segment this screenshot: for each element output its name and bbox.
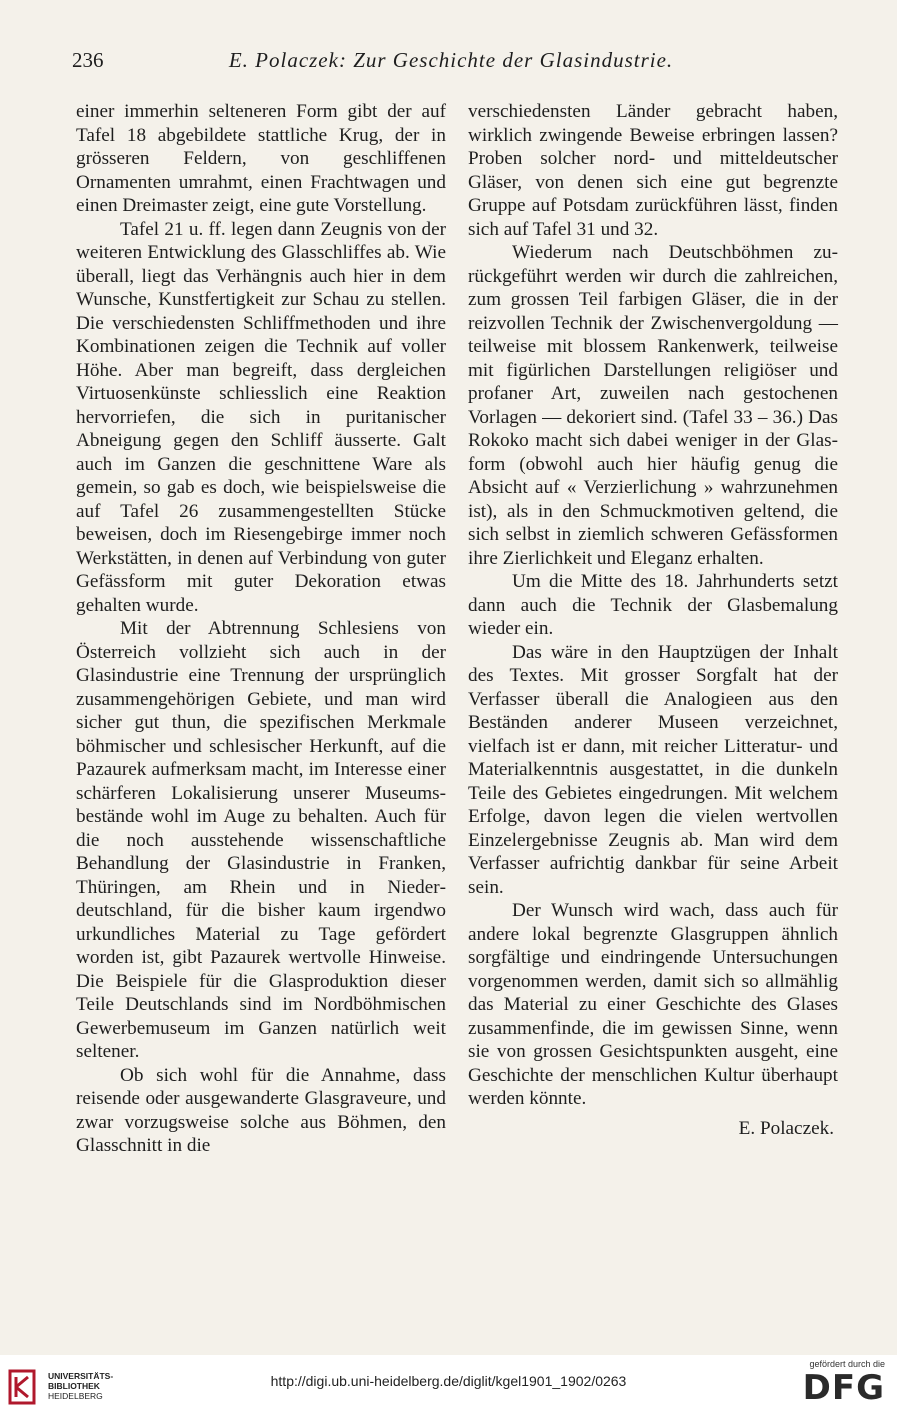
digitization-footer <box>0 1355 897 1420</box>
page-header <box>72 48 830 78</box>
paragraph: Ob sich wohl für die Annahme, dass reisende oder ausgewanderte Glasgraveure, und zwar vorzugsweise solche aus Böhmen, den Glasschnitt in die <box>76 1064 446 1156</box>
paragraph: Der Wunsch wird wach, dass auch für andere lokal begrenzte Glasgruppen ähnlich sorgfältige und eindringende Untersuchungen vorgenommen werden, damit sich so allmählig das Material zu einer Geschichte des Glases zusammenfinde, die im gewissen Sinne, wenn sie von grossen Gesichtspunkten ausgeht, eine Geschichte der menschlichen Kultur überhaupt werden könnte. <box>468 900 838 1109</box>
page-number: 236 <box>72 48 104 72</box>
right-column <box>468 100 838 1140</box>
left-column <box>76 100 446 1158</box>
paragraph: Das wäre in den Hauptzügen der Inhalt des Textes. Mit grosser Sorgfalt hat der Verfasser überall die Analogieen aus den Beständen anderer Museen verzeichnet, vielfach ist er dann, mit reicher Litteratur- und Materialkenntnis ausgestattet, in die dunkeln Teile des Gebietes eingedrungen. Mit welchem Erfolge, davon legen die vielen wertvollen Einzelergebnisse Zeugnis ab. Man wird dem Verfasser aufrichtig dankbar für seine Arbeit sein. <box>468 641 838 898</box>
paragraph: Mit der Abtrennung Schlesiens von Österreich vollzieht sich auch in der Glasindustrie eine Trennung der ursprünglich zusammengehörigen Gebiete, und man wird sicher gut thun, die spezifischen Merkmale böhmischer und schlesischer Herkunft, auf die Pazaurek aufmerksam macht, im Interesse einer schärferen Lokalisierung unserer Museumsbestände wohl im Auge zu behalten. Auch für die noch ausstehende wissenschaftliche Behandlung der Glasindustrie in Franken, Thüringen, am Rhein und in Niederdeutschland, für die bisher kaum irgendwo urkundliches Material zu Tage gefördert worden ist, gibt Pazaurek wertvolle Hinweise. Die Beispiele für die Glasproduktion dieser Teile Deutschlands sind im Nordböhmischen Gewerbemuseum im Ganzen natürlich weit seltener. <box>76 618 446 1062</box>
paragraph: einer immerhin selteneren Form gibt der auf Tafel 18 abgebildete stattliche Krug, der in grösseren Feldern, von geschliffenen Ornamenten umrahmt, einen Frachtwagen und einen Dreimaster zeigt, eine gute Vorstellung. <box>76 101 446 216</box>
funder-block <box>785 1359 885 1407</box>
author-signature: E. Polaczek. <box>738 1117 834 1139</box>
dfg-logo: DFG <box>802 1368 885 1408</box>
running-title: E. Polaczek: Zur Geschichte der Glasindustrie. <box>228 48 674 72</box>
permalink-url[interactable]: http://digi.ub.uni-heidelberg.de/diglit/kgel1901_1902/0263 <box>270 1373 627 1389</box>
paragraph: Tafel 21 u. ff. legen dann Zeugnis von der weiteren Entwicklung des Glasschliffes ab. Wie überall, liegt das Verhängnis auch hier in dem Wunsche, Kunstfertigkeit zur Schau zu stellen. Die verschiedensten Schliffmethoden und ihre Kombinationen zeigen die Technik auf voller Höhe. Aber man begreift, dass dergleichen Virtuosenkünste schliesslich eine Reaktion hervorriefen, die sich in puritanischer Abneigung gegen den Schliff äusserte. Galt auch im Ganzen die geschnittene Ware als gemein, so gab es doch, wie beispielsweise die auf Tafel 26 zusammengestellten Stücke beweisen, doch im Riesengebirge immer noch Werkstätten, in denen auf Verbindung von guter Gefässform mit guter Dekoration etwas gehalten wurde. <box>76 218 446 616</box>
paragraph: verschiedensten Länder gebracht haben, wirklich zwingende Beweise erbringen lassen? Proben solcher nord- und mitteldeutscher Gläser, von denen sich eine gut begrenzte Gruppe auf Potsdam zurückführen lässt, finden sich auf Tafel 31 und 32. <box>468 101 838 240</box>
funding-caption: gefördert durch die <box>809 1359 885 1369</box>
library-name: UNIVERSITÄTS- BIBLIOTHEK HEIDELBERG <box>48 1371 114 1401</box>
paragraph: Wiederum nach Deutschböhmen zurückgeführt werden wir durch die zahlreichen, zum grossen Teil farbigen Gläser, die in der reizvollen Technik der Zwischenvergoldung — teilweise mit blossem Rankenwerk, teilweise mit figürlichen Darstellungen religiöser und profaner Art, zuweilen nach gestochenen Vorlagen — dekoriert sind. (Tafel 33 – 36.) Das Rokoko macht sich dabei weniger in der Glasform (obwohl auch hier häufig genug die Absicht auf « Verzierlichung » wahrzunehmen ist), als in den Schmuckmotiven geltend, die sich selbst in ziemlich schweren Gefässformen ihre Zierlichkeit und Eleganz erhalten. <box>468 242 838 569</box>
paragraph: Um die Mitte des 18. Jahrhunderts setzt dann auch die Technik der Glasbemalung wieder ein. <box>468 571 838 639</box>
